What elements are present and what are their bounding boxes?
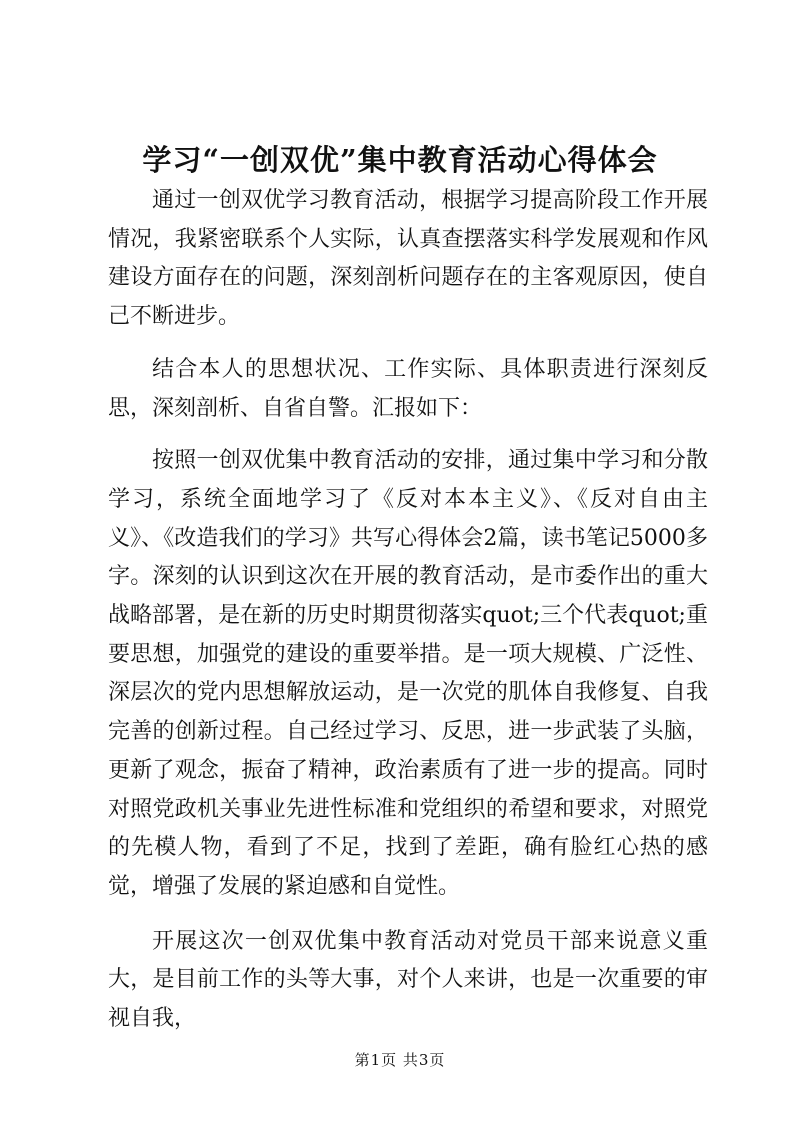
paragraph-3: 按照一创双优集中教育活动的安排，通过集中学习和分散学习，系统全面地学习了《反对本本主义》、《反对自由主义》、《改造我们的学习》共写心得体会2篇，读书笔记5000多字。深刻的认识到这次在开展的教育活动，是市委作出的重大战略部署，是在新的历史时期贯彻落实quot;三个代表quot;重要思想，加强党的建设的重要举措。是一项大规模、广泛性、深层次的党内思想解放运动，是一次党的肌体自我修复、自我完善的创新过程。自己经过学习、反思，进一步武装了头脑，更新了观念，振奋了精神，政治素质有了进一步的提高。同时对照党政机关事业先进性标准和党组织的希望和要求，对照党的先模人物，看到了不足，找到了差距，确有脸红心热的感觉，增强了发展的紧迫感和自觉性。 bbox=[108, 448, 708, 899]
page-number-footer: 第1页 共3页 bbox=[354, 1051, 446, 1069]
paragraph-2: 结合本人的思想状况、工作实际、具体职责进行深刻反思，深刻剖析、自省自警。汇报如下： bbox=[108, 356, 708, 421]
document-body bbox=[108, 182, 708, 1053]
paragraph-1: 通过一创双优学习教育活动，根据学习提高阶段工作开展情况，我紧密联系个人实际，认真查摆落实科学发展观和作风建设方面存在的问题，深刻剖析问题存在的主客观原因，使自己不断进步。 bbox=[108, 188, 708, 330]
paragraph-4: 开展这次一创双优集中教育活动对党员干部来说意义重大，是目前工作的头等大事，对个人来讲，也是一次重要的审视自我， bbox=[108, 928, 708, 1032]
document-title: 学习“一创双优”集中教育活动心得体会 bbox=[142, 143, 658, 177]
